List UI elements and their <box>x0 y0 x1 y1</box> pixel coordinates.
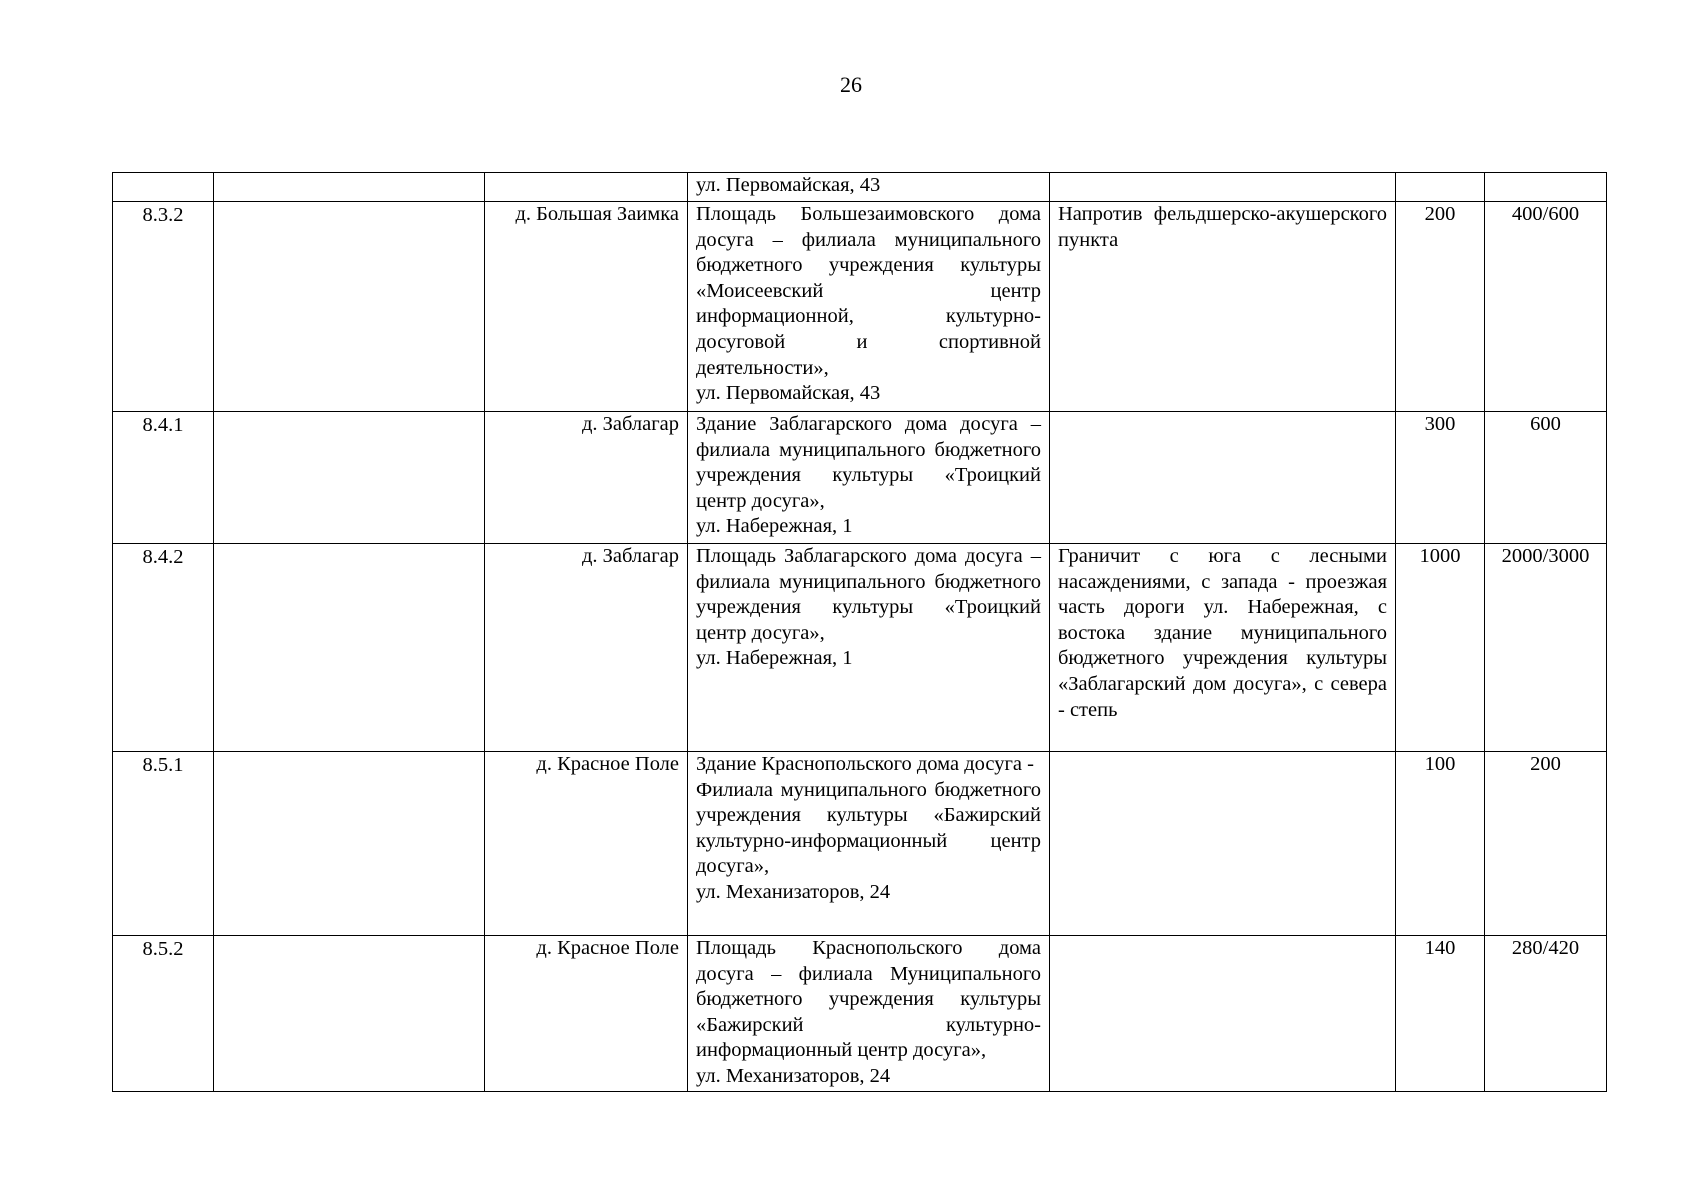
blank-cell <box>214 173 485 202</box>
settlement-cell: д. Красное Поле <box>485 752 688 936</box>
blank-cell <box>214 752 485 936</box>
description-cell: Площадь Заблагарского дома досуга – филиала муниципального бюджетного учреждения культуры «Троицкий центр досуга», ул. Набережная, 1 <box>688 544 1050 752</box>
description-cell: ул. Первомайская, 43 <box>688 173 1050 202</box>
description-cell: Здание Краснопольского дома досуга - Филиала муниципального бюджетного учреждения культуры «Бажирский культурно-информационный центр досуга», ул. Механизаторов, 24 <box>688 752 1050 936</box>
blank-cell <box>214 936 485 1092</box>
table-row <box>113 544 1607 752</box>
table-row <box>113 173 1607 202</box>
area-cell: 140 <box>1396 936 1485 1092</box>
area-cell <box>1396 173 1485 202</box>
location-note-cell <box>1050 173 1396 202</box>
location-note-cell: Граничит с юга с лесными насаждениями, с запада - проезжая часть дороги ул. Набережная, с востока здание муниципального бюджетного учреждения культуры «Заблагарский дом досуга», с севера - степь <box>1050 544 1396 752</box>
blank-cell <box>214 202 485 412</box>
settlement-cell: д. Красное Поле <box>485 936 688 1092</box>
table-row <box>113 412 1607 544</box>
area-cell: 300 <box>1396 412 1485 544</box>
capacity-cell: 2000/3000 <box>1485 544 1607 752</box>
capacity-cell: 200 <box>1485 752 1607 936</box>
document-table <box>112 172 1607 1092</box>
area-cell: 100 <box>1396 752 1485 936</box>
location-note-cell <box>1050 412 1396 544</box>
description-cell: Здание Заблагарского дома досуга – филиала муниципального бюджетного учреждения культуры «Троицкий центр досуга», ул. Набережная, 1 <box>688 412 1050 544</box>
capacity-cell <box>1485 173 1607 202</box>
location-note-cell: Напротив фельдшерско-акушерского пункта <box>1050 202 1396 412</box>
row-number-cell: 8.5.1 <box>113 752 214 936</box>
blank-cell <box>214 412 485 544</box>
settlement-cell <box>485 173 688 202</box>
location-note-cell <box>1050 752 1396 936</box>
table-row <box>113 936 1607 1092</box>
row-number-cell: 8.5.2 <box>113 936 214 1092</box>
description-cell: Площадь Большезаимовского дома досуга – филиала муниципального бюджетного учреждения культуры «Моисеевский центр информационной, культурно-досуговой и спортивной деятельности», ул. Первомайская, 43 <box>688 202 1050 412</box>
location-note-cell <box>1050 936 1396 1092</box>
description-cell: Площадь Краснопольского дома досуга – филиала Муниципального бюджетного учреждения культуры «Бажирский культурно-информационный центр досуга», ул. Механизаторов, 24 <box>688 936 1050 1092</box>
settlement-cell: д. Большая Заимка <box>485 202 688 412</box>
row-number-cell: 8.4.1 <box>113 412 214 544</box>
capacity-cell: 400/600 <box>1485 202 1607 412</box>
settlement-cell: д. Заблагар <box>485 412 688 544</box>
blank-cell <box>214 544 485 752</box>
page-number: 26 <box>840 72 862 97</box>
capacity-cell: 280/420 <box>1485 936 1607 1092</box>
row-number-cell <box>113 173 214 202</box>
capacity-cell: 600 <box>1485 412 1607 544</box>
row-number-cell: 8.3.2 <box>113 202 214 412</box>
row-number-cell: 8.4.2 <box>113 544 214 752</box>
table-row <box>113 202 1607 412</box>
settlement-cell: д. Заблагар <box>485 544 688 752</box>
table-row <box>113 752 1607 936</box>
area-cell: 1000 <box>1396 544 1485 752</box>
area-cell: 200 <box>1396 202 1485 412</box>
